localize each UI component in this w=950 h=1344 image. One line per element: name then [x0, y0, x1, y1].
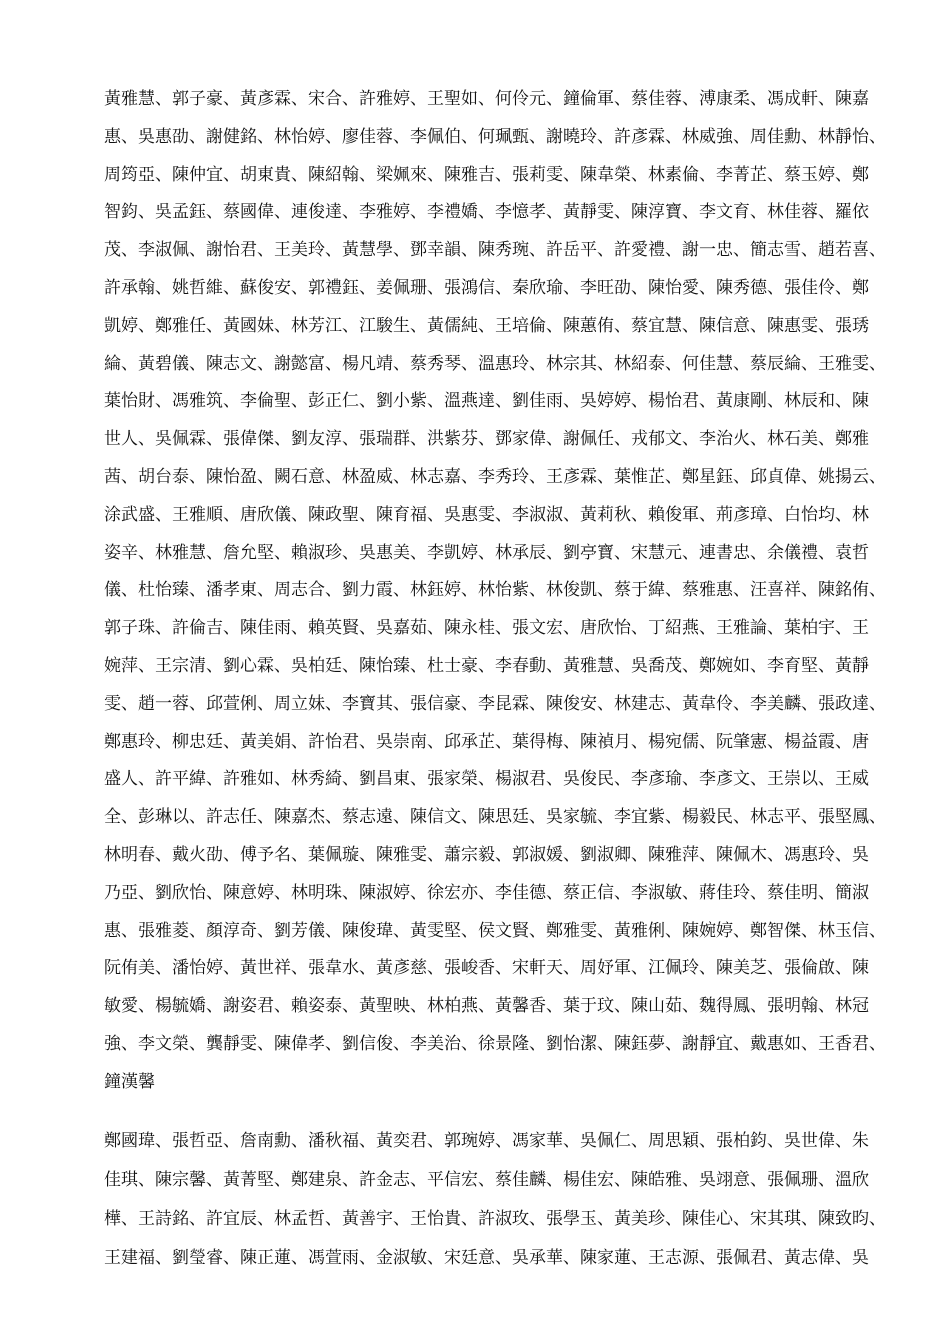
text-line: 智鈞、吳孟鈺、蔡國偉、連俊達、李雅婷、李禮嬌、李憶孝、黃靜雯、陳淳寶、李文育、林佳蓉、羅依 [104, 202, 869, 223]
text-line: 凱婷、鄭雅任、黃國妹、林芳江、江駿生、黃儒純、王培倫、陳蕙侑、蔡宜慧、陳信意、陳惠雯、張琇 [104, 315, 869, 336]
text-line: 世人、吳佩霖、張偉傑、劉友淳、張瑞群、洪紫芬、鄧家偉、謝佩任、戎郁文、李治火、林石美、鄭雅 [104, 429, 869, 450]
text-line: 綸、黃碧儀、陳志文、謝懿富、楊凡靖、蔡秀琴、溫惠玲、林宗其、林紹泰、何佳慧、蔡辰綸、王雅雯、 [104, 353, 886, 374]
name-list-paragraph-1 [104, 86, 886, 1107]
text-line: 敏愛、楊毓嬌、謝姿君、賴姿泰、黃聖映、林柏燕、黃馨香、葉于玟、陳山茹、魏得鳳、張明翰、林冠 [104, 996, 869, 1017]
text-line: 樺、王詩銘、許宜辰、林孟哲、黃善宇、王怡貴、許淑玫、張學玉、黃美珍、陳佳心、宋其琪、陳致昀、 [104, 1209, 886, 1229]
text-line: 涂武盛、王雅順、唐欣儀、陳政聖、陳育福、吳惠雯、李淑淑、黃莉秋、賴俊軍、荊彥璋、白怡均、林 [104, 504, 869, 525]
text-line: 茜、胡台泰、陳怡盈、闕石意、林盈威、林志嘉、李秀玲、王彥霖、葉惟芷、鄭星鈺、邱貞偉、姚揚云、 [104, 466, 886, 487]
text-line: 黃雅慧、郭子豪、黃彥霖、宋合、許雅婷、王聖如、何伶元、鐘倫軍、蔡佳蓉、溥康柔、馮成軒、陳嘉 [104, 89, 869, 109]
name-list-paragraph-2 [104, 1128, 886, 1284]
text-line: 林明春、戴火劭、傅予名、葉佩璇、陳雅雯、蕭宗毅、郭淑媛、劉淑卿、陳雅萍、陳佩木、馮惠玲、吳 [104, 844, 869, 865]
text-line: 葉怡財、馮雅筑、李倫聖、彭正仁、劉小紫、溫燕達、劉佳雨、吳婷婷、楊怡君、黃康剛、林辰和、陳 [104, 391, 869, 412]
text-line: 鄭國瑋、張哲亞、詹南勳、潘秋福、黃奕君、郭琬婷、馮家華、吳佩仁、周思穎、張柏鈞、吳世偉、朱 [104, 1131, 869, 1151]
text-line: 惠、張雅菱、顏淳奇、劉芳儀、陳俊瑋、黃雯堅、侯文賢、鄭雅雯、黃雅俐、陳婉婷、鄭智傑、林玉信、 [104, 920, 886, 941]
text-line: 茂、李淑佩、謝怡君、王美玲、黃慧學、鄧幸韻、陳秀琬、許岳平、許愛禮、謝一忠、簡志雪、趙若喜、 [104, 240, 886, 261]
text-line: 許承翰、姚哲維、蘇俊安、郭禮鈺、姜佩珊、張鴻信、秦欣瑜、李旺劭、陳怡愛、陳秀德、張佳伶、鄭 [104, 277, 869, 298]
text-line: 婉萍、王宗清、劉心霖、吳柏廷、陳怡臻、杜士豪、李春動、黃雅慧、吳喬茂、鄭婉如、李育堅、黃靜 [104, 655, 869, 676]
text-line: 盛人、許平緯、許雅如、林秀綺、劉昌東、張家榮、楊淑君、吳俊民、李彥瑜、李彥文、王崇以、王威 [104, 769, 869, 790]
text-line: 雯、趙一蓉、邱萱俐、周立妹、李寶其、張信豪、李昆霖、陳俊安、林建志、黃韋伶、李美麟、張政達、 [104, 693, 886, 714]
text-line: 阮侑美、潘怡婷、黃世祥、張韋水、黃彥慈、張峻香、宋軒天、周妤軍、江佩玲、陳美芝、張倫啟、陳 [104, 958, 869, 979]
text-line: 乃亞、劉欣怡、陳意婷、林明珠、陳淑婷、徐宏亦、李佳德、蔡正信、李淑敏、蔣佳玲、蔡佳明、簡淑 [104, 882, 869, 903]
text-line: 強、李文榮、龔靜雯、陳偉孝、劉信俊、李美治、徐景隆、劉怡潔、陳鈺夢、謝靜宜、戴惠如、王香君、 [104, 1033, 886, 1054]
text-line: 鐘漢馨 [104, 1071, 155, 1092]
text-line: 周筠亞、陳仲宜、胡東貴、陳紹翰、梁姵來、陳雅吉、張莉雯、陳韋榮、林素倫、李菁芷、蔡玉婷、鄭 [104, 164, 869, 185]
text-line: 佳琪、陳宗馨、黃菁堅、鄭建泉、許金志、平信宏、蔡佳麟、楊佳宏、陳皓雅、吳翊意、張佩珊、溫欣 [104, 1170, 869, 1190]
text-line: 惠、吳惠劭、謝健銘、林怡婷、廖佳蓉、李佩伯、何珮甄、謝曉玲、許彥霖、林威強、周佳勳、林靜怡、 [104, 126, 886, 147]
text-line: 全、彭琳以、許志任、陳嘉杰、蔡志遠、陳信文、陳思廷、吳家毓、李宜紫、楊毅民、林志平、張堅鳳、 [104, 807, 886, 828]
text-line: 王建福、劉瑩睿、陳正蓮、馮萱雨、金淑敏、宋廷意、吳承華、陳家蓮、王志源、張佩君、黃志偉、吳 [104, 1248, 869, 1268]
text-line: 郭子珠、許倫吉、陳佳雨、賴英賢、吳嘉茹、陳永桂、張文宏、唐欣怡、丁紹燕、王雅論、葉柏宇、王 [104, 618, 869, 639]
text-line: 姿辛、林雅慧、詹允堅、賴淑珍、吳惠美、李凱婷、林承辰、劉亭寶、宋慧元、連書忠、余儀禮、袁哲 [104, 542, 869, 563]
text-line: 儀、杜怡臻、潘孝東、周志合、劉力霞、林鈺婷、林怡紫、林俊凱、蔡于緯、蔡雅惠、汪喜祥、陳銘侑、 [104, 580, 886, 601]
text-line: 鄭惠玲、柳忠廷、黃美娟、許怡君、吳崇南、邱承芷、葉得梅、陳禎月、楊宛儒、阮肇憲、楊益霞、唐 [104, 731, 869, 752]
